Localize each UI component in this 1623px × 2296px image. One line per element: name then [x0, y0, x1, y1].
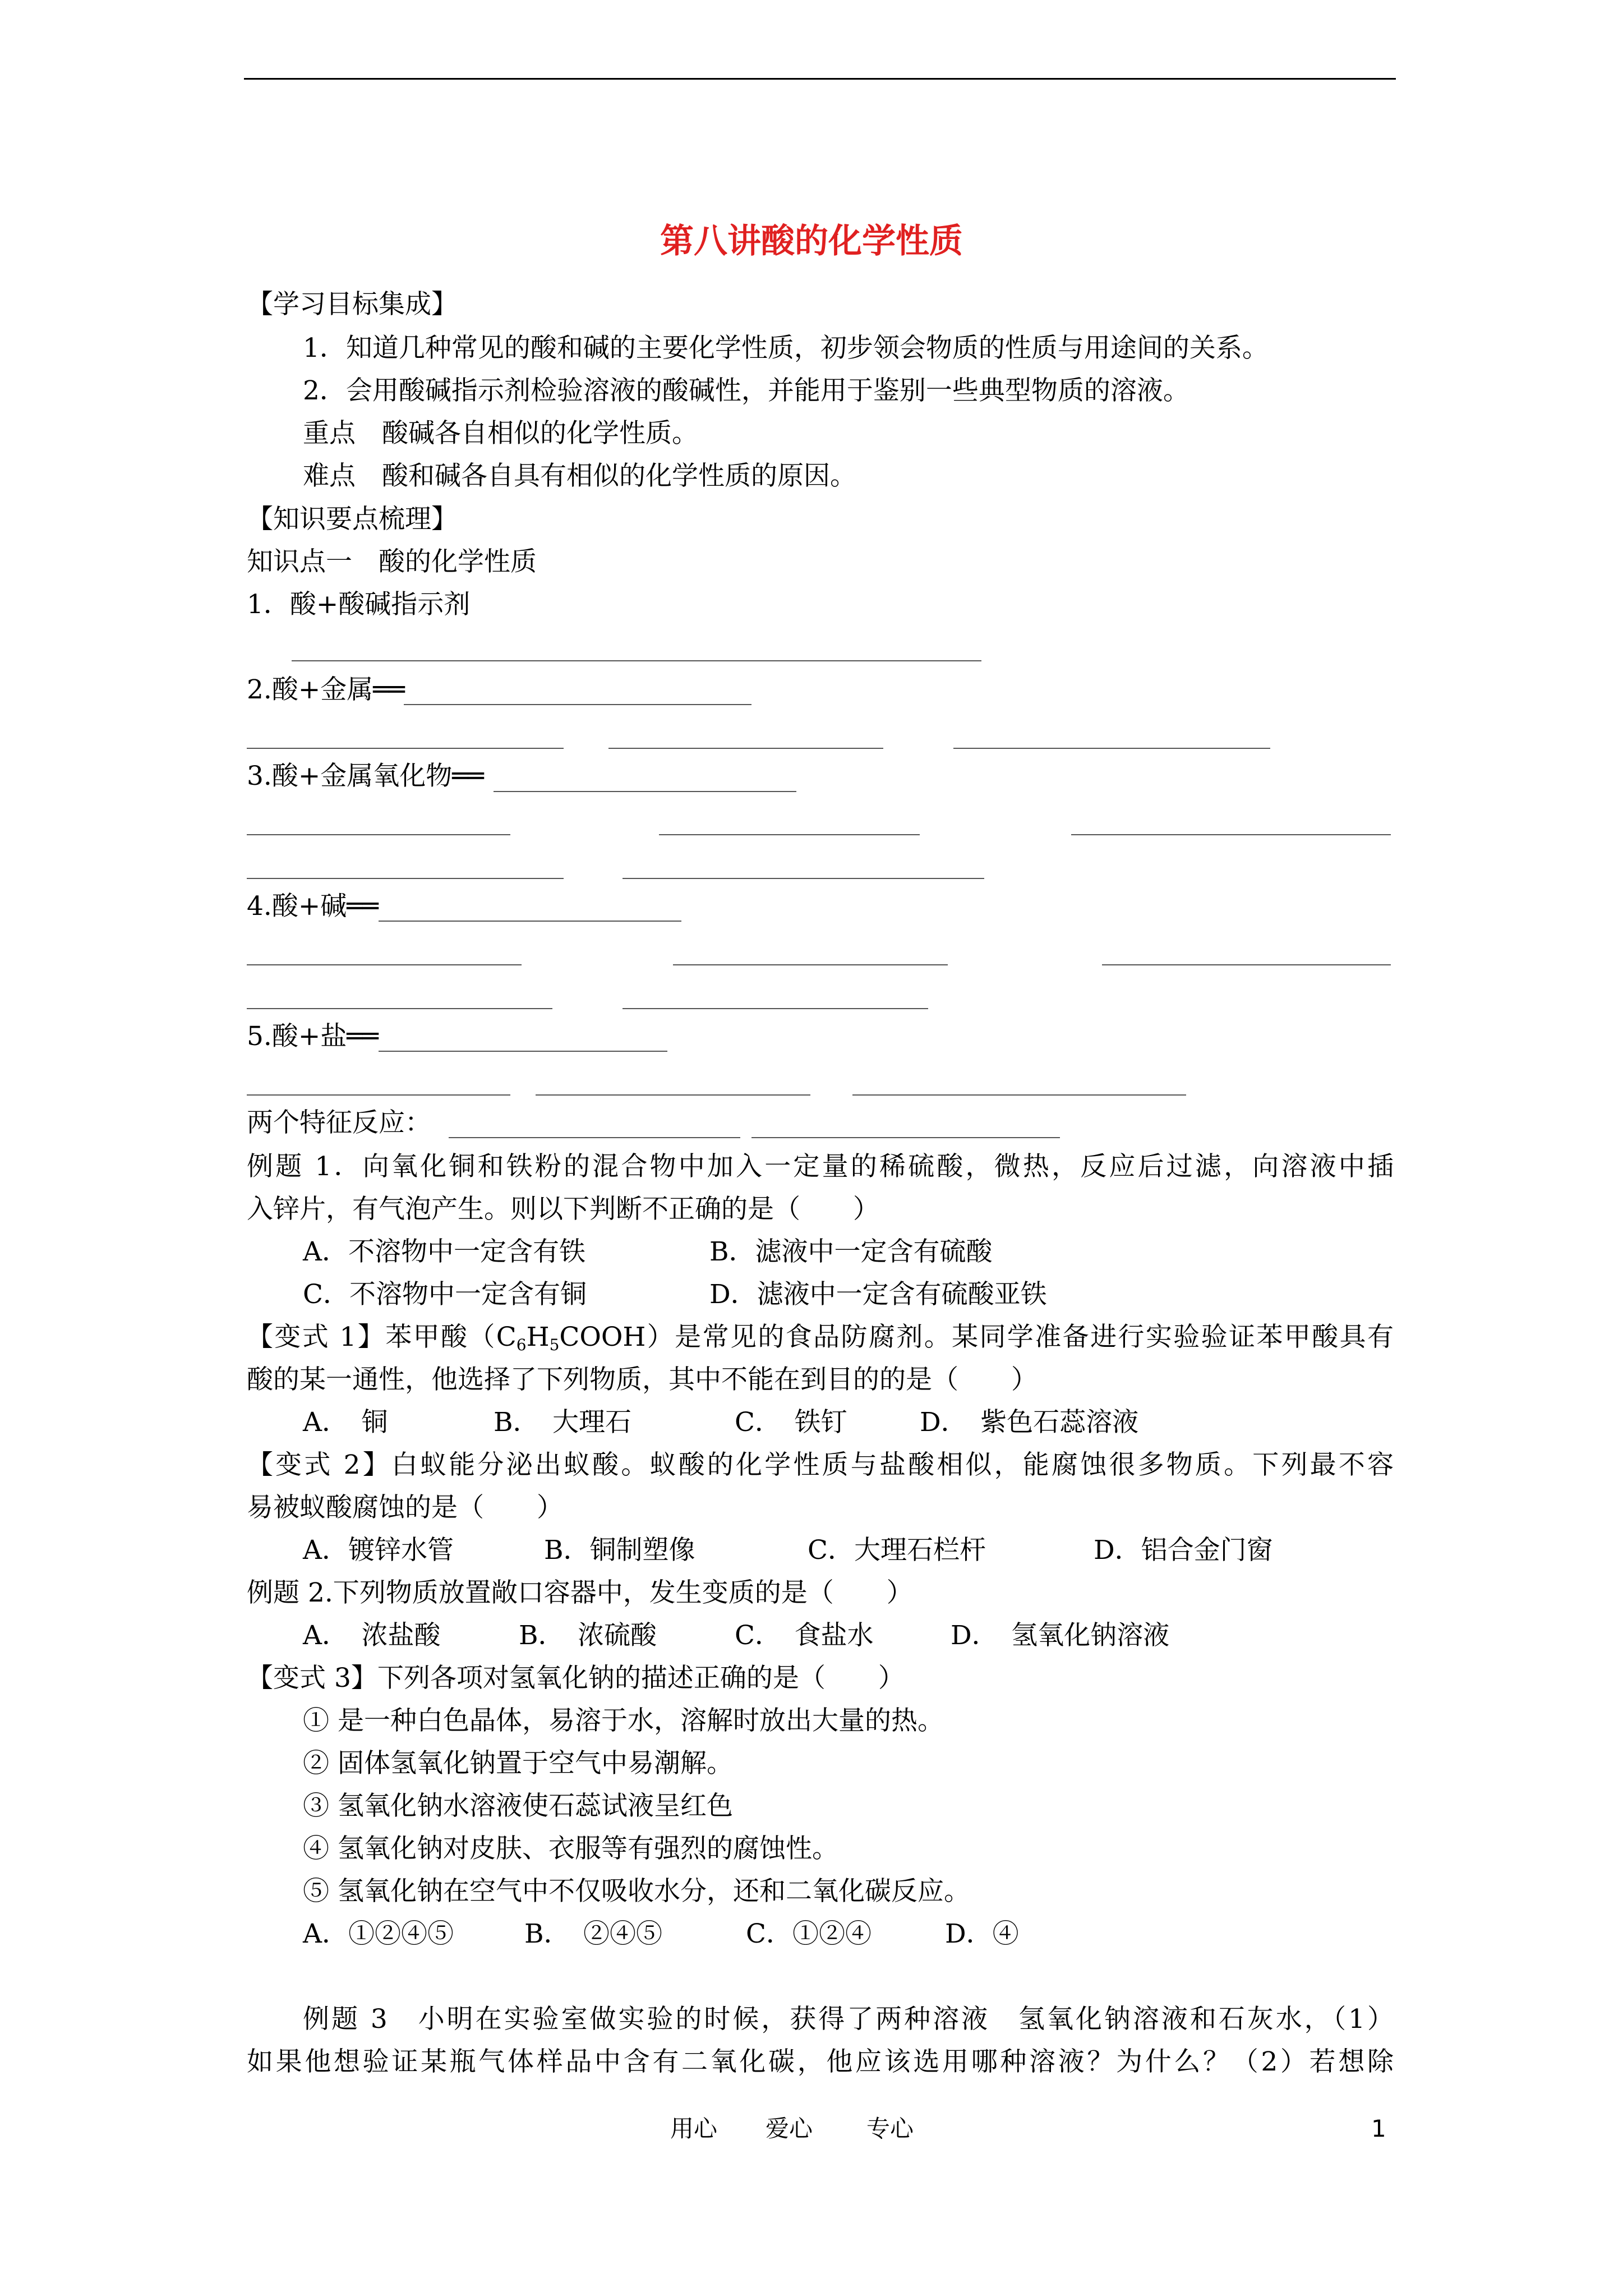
- variant2-stem-line2: 易被蚁酸腐蚀的是（ ）: [247, 1492, 563, 1523]
- variant1-option-a: A． 铜: [303, 1407, 388, 1438]
- difficult-point: 难点 酸和碱各自具有相似的化学性质的原因。: [303, 461, 856, 491]
- variant3-statement-5: ⑤ 氢氧化钠在空气中不仅吸收水分，还和二氧化碳反应。: [303, 1876, 970, 1907]
- objective-item-1: 1．知道几种常见的酸和碱的主要化学性质，初步领会物质的性质与用途间的关系。: [303, 333, 1269, 364]
- footer-word-3: 专心: [866, 2115, 914, 2142]
- blank-line: [623, 878, 984, 879]
- example2-option-b: B． 浓硫酸: [519, 1620, 657, 1651]
- knowledge-point-1: 知识点一 酸的化学性质: [247, 546, 537, 577]
- blank-line: [449, 1137, 740, 1138]
- footer-word-1: 用心: [670, 2115, 718, 2142]
- variant2-option-b: B．铜制塑像: [544, 1535, 695, 1566]
- variant3-option-b: B． ②④⑤: [524, 1918, 663, 1949]
- acid-indicator-label: 1．酸+酸碱指示剂: [247, 589, 471, 620]
- example1-option-a: A．不溶物中一定含有铁: [303, 1236, 585, 1267]
- variant1-option-b: B． 大理石: [494, 1407, 632, 1438]
- example2-stem: 例题 2.下列物质放置敞口容器中，发生变质的是（ ）: [247, 1577, 913, 1608]
- acid-salt-label: 5.酸+盐══: [247, 1021, 379, 1052]
- blank-line: [1071, 834, 1391, 835]
- blank-line: [404, 704, 751, 705]
- blank-line: [852, 1094, 1186, 1096]
- blank-line: [659, 834, 920, 835]
- example1-option-c: C．不溶物中一定含有铜: [303, 1279, 587, 1310]
- header-rule: [244, 78, 1396, 80]
- variant2-option-c: C．大理石栏杆: [808, 1535, 986, 1566]
- variant3-option-d: D．④: [945, 1918, 1019, 1949]
- variant3-statement-2: ② 固体氢氧化钠置于空气中易潮解。: [303, 1748, 733, 1779]
- blank-line: [247, 748, 564, 749]
- objective-item-2: 2．会用酸碱指示剂检验溶液的酸碱性，并能用于鉴别一些典型物质的溶液。: [303, 375, 1189, 406]
- blank-line: [247, 834, 510, 835]
- example2-option-d: D． 氢氧化钠溶液: [951, 1620, 1170, 1651]
- footer-word-2: 爱心: [766, 2115, 813, 2142]
- example3-line1: 例题 3 小明在实验室做实验的时候，获得了两种溶液 氢氧化钠溶液和石灰水，（1）: [303, 2004, 1394, 2035]
- blank-line: [494, 791, 796, 792]
- blank-line: [247, 1008, 552, 1009]
- variant2-stem-line1: 【变式 2】白蚁能分泌出蚁酸。蚁酸的化学性质与盐酸相似，能腐蚀很多物质。下列最不容: [247, 1450, 1394, 1480]
- blank-line: [247, 878, 564, 879]
- acid-base-label: 4.酸+碱══: [247, 891, 379, 922]
- key-point: 重点 酸碱各自相似的化学性质。: [303, 418, 698, 449]
- blank-line: [247, 964, 522, 965]
- blank-line: [623, 1008, 928, 1009]
- variant1-option-d: D． 紫色石蕊溶液: [920, 1407, 1139, 1438]
- blank-line: [953, 748, 1270, 749]
- example1-stem-line2: 入锌片，有气泡产生。则以下判断不正确的是（ ）: [247, 1194, 879, 1225]
- example1-stem-line1: 例题 1．向氧化铜和铁粉的混合物中加入一定量的稀硫酸，微热，反应后过滤，向溶液中插: [247, 1151, 1394, 1182]
- knowledge-heading: 【知识要点梳理】: [247, 504, 458, 535]
- blank-line: [1102, 964, 1391, 965]
- example1-option-d: D．滤液中一定含有硫酸亚铁: [709, 1279, 1047, 1310]
- variant1-stem-line1: 【变式 1】苯甲酸$(C_6H_5COOH)$是常见的食品防腐剂。某同学准备进行实验验证苯甲酸具有: [247, 1322, 1394, 1354]
- blank-line: [673, 964, 948, 965]
- variant2-option-a: A．镀锌水管: [303, 1535, 454, 1566]
- example3-line2: 如果他想验证某瓶气体样品中含有二氧化碳，他应该选用哪种溶液？为什么？（2）若想除: [247, 2046, 1394, 2077]
- variant3-statement-3: ③ 氢氧化钠水溶液使石蕊试液呈红色: [303, 1791, 733, 1821]
- blank-line: [379, 921, 681, 922]
- page-number: 1: [1371, 2115, 1386, 2142]
- example2-option-c: C． 食盐水: [735, 1620, 874, 1651]
- blank-line: [536, 1094, 810, 1096]
- variant3-option-a: A．①②④⑤: [303, 1918, 454, 1949]
- page-title: 第八讲酸的化学性质: [660, 222, 963, 261]
- example1-option-b: B．滤液中一定含有硫酸: [709, 1236, 993, 1267]
- objectives-heading: 【学习目标集成】: [247, 289, 458, 320]
- variant1-stem-line2: 酸的某一通性，他选择了下列物质，其中不能在到目的的是（ ）: [247, 1364, 1038, 1395]
- variant1-option-c: C． 铁钉: [735, 1407, 847, 1438]
- blank-line: [751, 1137, 1060, 1138]
- variant3-stem: 【变式 3】下列各项对氢氧化钠的描述正确的是（ ）: [247, 1663, 905, 1694]
- blank-line: [292, 660, 981, 661]
- special-reactions-label: 两个特征反应：: [247, 1107, 431, 1138]
- example2-option-a: A． 浓盐酸: [303, 1620, 441, 1651]
- blank-line: [247, 1094, 510, 1096]
- variant2-option-d: D．铝合金门窗: [1094, 1535, 1273, 1566]
- blank-line: [608, 748, 883, 749]
- acid-metal-oxide-label: 3.酸+金属氧化物══: [247, 761, 484, 792]
- variant3-statement-4: ④ 氢氧化钠对皮肤、衣服等有强烈的腐蚀性。: [303, 1833, 838, 1864]
- acid-metal-label: 2.酸+金属══: [247, 674, 405, 705]
- variant3-option-c: C．①②④: [746, 1918, 872, 1949]
- blank-line: [379, 1051, 667, 1052]
- variant3-statement-1: ① 是一种白色晶体，易溶于水，溶解时放出大量的热。: [303, 1705, 944, 1736]
